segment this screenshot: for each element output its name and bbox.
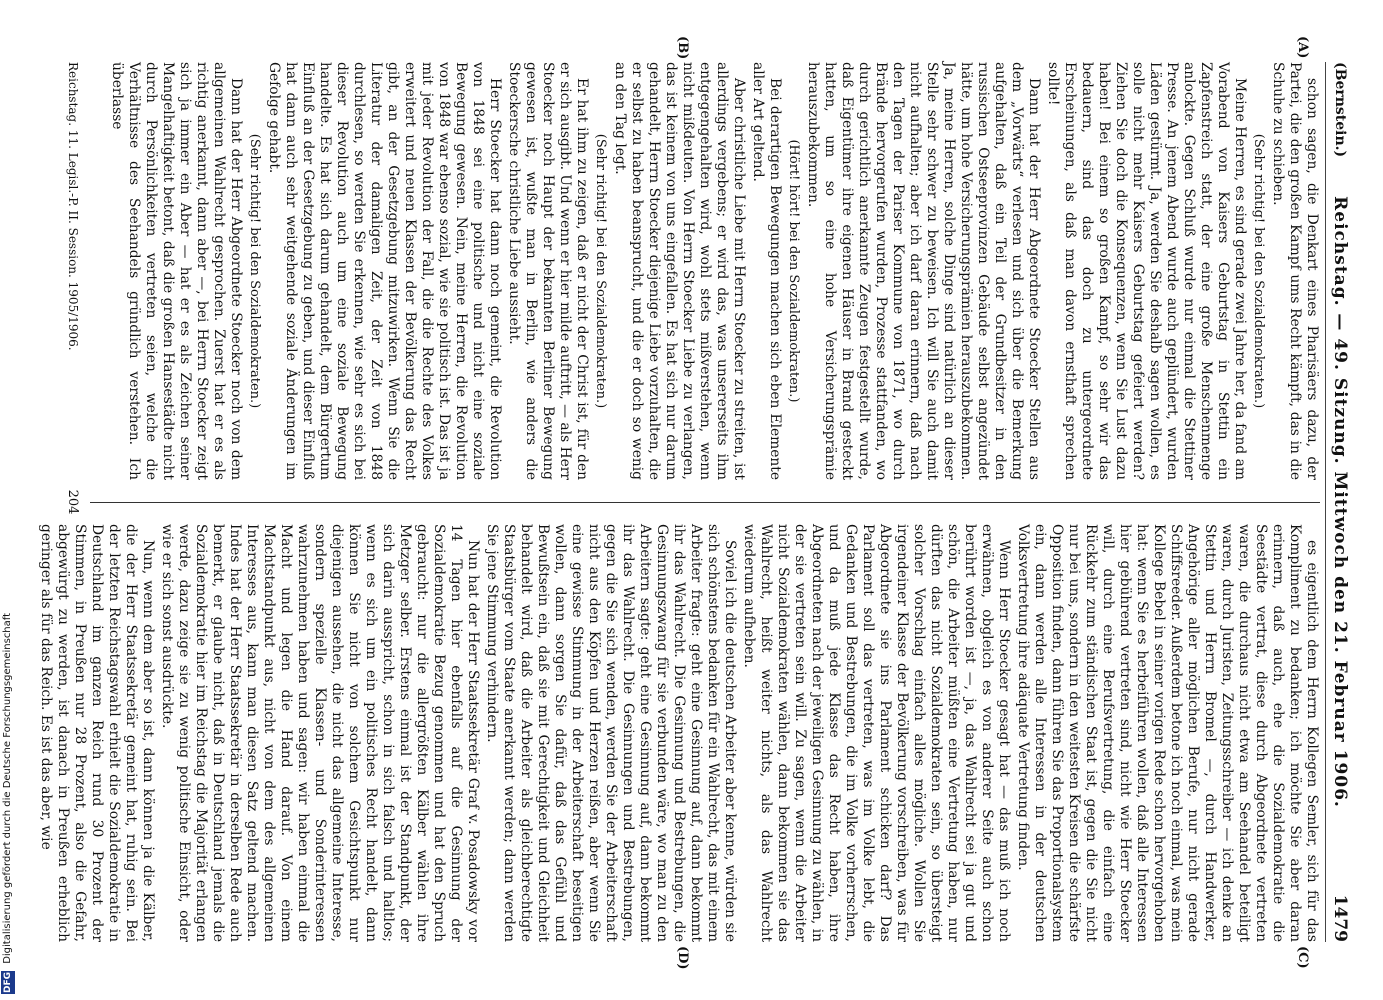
speaker-name: (Bernstein.): [1332, 62, 1348, 158]
paragraph: Meine Herren, es sind gerade zwei Jahre her, da fand am Vorabend von Kaisers Geburtstag in Stettin ein Zapfenstreich statt, der eine große Menschenmenge anlockte. Gegen Schluß wurde nur einmal die Stettiner Presse. An jenem Abend wurde auch geplündert, wurden Läden gestürmt. Ja, werden Sie deshalb sagen wollen, es solle nicht mehr Kaisers Geburtstag gefeiert werden? Ziehen Sie doch die Konsequenzen, wenn Sie Lust dazu haben! Bei einem so großen Kampf, so sehr wir das bedauern, sind das doch zu untergeordnete Erscheinungen, als daß man davon ernsthaft sprechen sollte!: [1045, 62, 1248, 480]
paragraph: (Sehr richtig! bei den Sozialdemokraten.): [1251, 133, 1266, 409]
paragraph: Wenn Herr Stoecker gesagt hat — das muß ich noch erwähnen, obgleich es von anderer Seite auch schon berührt worden ist —, ja, das Wahlrecht sei ja gut und schön, die Arbeiter müßten eine Vertretung haben, nur dürften das nicht Sozialdemokraten sein, so übersteigt solcher Vorschlag einfach alles mögliche. Wollen Sie irgendeiner Klasse der Bevölkerung vorschreiben, was für Abgeordnete sie ins Parlament schicken darf? Das Parlament soll das vertreten, was im Volke lebt, die Gedanken und Bestrebungen, die im Volke vorherrschen, und da muß jede Klasse das Recht haben, ihre Abgeordneten nach der jeweiligen Gesinnung zu wählen, in der sie vertreten sein will. Zu sagen, wenn die Arbeiter nicht Sozialdemokraten wählen, dann bekommen sie das Wahlrecht, heißt weiter nichts, als das Wahlrecht wiederum aufheben.: [741, 524, 1012, 943]
paragraph: Dann hat der Herr Abgeordnete Stoecker noch von dem allgemeinen Wahlrecht gesprochen. Zuerst hat er es als richtig anerkannt, dann aber —, bei Herrn Stoecker zeigt sich ja immer ein Aber — hat er es als Zeichen seiner Mangelhaftigkeit betont, daß die großen Hansestädte nicht durch Persönlichkeiten vertreten seien, welche die Verhältnisse des Seehandels gründlich verstehen. Ich überlasse: [109, 62, 244, 480]
right-text-column: [38, 524, 1320, 943]
paragraph: (Sehr richtig! bei den Sozialdemokraten.): [593, 133, 608, 409]
digitization-sidebar: [0, 0, 14, 1000]
scanned-page-area: [38, 36, 1350, 970]
margin-marker-c: (C): [1295, 946, 1310, 969]
paragraph: Er hat ihm zu zeigen, daß er nicht der Christ ist, für den er sich ausgibt. Und wenn er hier milde auftritt, — als Herr Stoecker noch Haupt der bekannten Berliner Bewegung gewesen ist, wußte man in Berlin, wie anders die Stoeckersche christliche Liebe aussieht.: [506, 62, 590, 480]
footer-citation: Reichstag. 11. Legisl.-P. II. Session. 1905/1906.: [66, 62, 80, 351]
paragraph: Herr Stoecker hat dann noch gemeint, die Revolution von 1848 sei eine politische und nicht eine soziale Bewegung gewesen. Nein, meine Herren, die Revolution von 1848 war ebenso sozial, wie sie politisch ist. Das ist ja mit jeder Revolution der Fall, die die Rechte des Volkes erweitert und neuen Klassen der Bevölkerung das Recht gibt, an der Gesetzgebung mitzuwirken. Wenn Sie die Literatur der damaligen Zeit, der Zeit von 1848 durchlesen, so werden Sie erkennen, wie sehr es sich bei dieser Revolution auch um eine soziale Bewegung handelte. Es hat sich darum gehandelt, dem Bürgertum Einfluß an der Gesetzgebung zu geben, und dieser Einfluß hat dann auch sehr weitgehende soziale Änderungen im Gefolge gehabt.: [266, 62, 503, 480]
paragraph: Nun, wenn dem aber so ist, dann können ja die Kälber, die der Herr Staatssekretär gemeint hat, ruhig sein. Bei der letzten Reichstagswahl erhielt die Sozialdemokratie in Deutschland im ganzen Reich rund 30 Prozent der Stimmen, in Preußen nur 28 Prozent, also die Gefahr, abgewürgt zu werden, ist danach in Preußen erheblich geringer als für das Reich. Es ist das aber, wie: [38, 524, 156, 942]
left-text-column: [80, 62, 1320, 480]
page-number: 1479: [1330, 894, 1350, 942]
session-title: Reichstag. — 49. Sitzung. Mittwoch den 21. Februar 1906.: [1330, 196, 1350, 808]
margin-marker-d: (D): [675, 946, 690, 970]
paragraph: es eigentlich dem Herrn Kollegen Semler, sich für das Kompliment zu bedanken; ich möchte Sie aber daran erinnern, daß auch, ehe die Sozialdemokratie die Seestädte vertrat, diese durch Abgeordnete vertreten waren, die durchaus nicht etwa am Seehandel beteiligt waren, durch Juristen, Zeitungsschreiber — ich denke an Stettin und Herrn Bromel —, durch Handwerker, Angehörige aller möglichen Berufe, nur nicht gerade Schiffsreeder. Außerdem betone ich noch einmal, was mein Kollege Bebel in seiner vorigen Rede schon hervorgehoben hat: wenn Sie es herbeiführen wollen, daß alle Interessen hier gebührend vertreten sind, nicht wie Herr Stoecker will, durch eine Berufsvertretung, die einfach eine Rückkehr zum ständischen Staat ist, gegen die Sie nicht nur bei uns, sondern in den weitesten Kreisen die schärfste Opposition finden, dann führen Sie das Proportionalsystem ein, dann werden alle Interessen in der deutschen Volksvertretung ihre adäquate Vertretung finden.: [1015, 524, 1320, 942]
paragraph: Dann hat der Herr Abgeordnete Stoecker Stellen aus dem „Vorwärts“ verlesen und sich über die Bemerkung aufgehalten, daß ein Teil der Grundbesitzer in den russischen Ostseeprovinzen Gebäude selbst angezündet hätte, um hohe Versicherungsprämien herauszubekommen. Ja, meine Herren, solche Dinge sind natürlich an dieser Stelle sehr schwer zu beweisen. Ich will Sie auch damit nicht aufhalten; aber ich darf daran erinnern, daß nach den Tagen der Pariser Kommune von 1871, wo durch Brände hervorgerufen wurden, Prozesse stattfanden, wo durch gerichtlich anerkannte Zeugen festgestellt wurde, daß Eigentümer ihre eigenen Häuser in Brand gesteckt hatten, um so eine hohe Versicherungsprämie herauszubekommen.: [805, 62, 1042, 480]
footer-page-number: 204: [65, 489, 80, 515]
paragraph: Soviel ich die deutschen Arbeiter aber kenne, würden sie sich schönstens bedanken für ein Wahlrecht, das mit einem Arbeiter fragte: geht eine Gesinnung auf, dann bekommt ihr das Wahlrecht. Die Gesinnung und Bestrebungen, die Gesinnungszwang für sie verbunden wäre, wo man zu den Arbeitern sagte: geht eine Gesinnung auf, dann bekommt ihr das Wahlrecht. Die Gesinnungen und Bestrebungen, gegen die Sie sich wenden, werden Sie der Arbeiterschaft nicht aus den Köpfen und Herzen reißen, aber wenn Sie eine gewisse Stimmung in der Arbeiterschaft beseitigen wollen, dann sorgen Sie dafür, daß das Gefühl und Bewußtsein ein, daß sie mit Gerechtigkeit und Gleichheit behandelt wird, daß die Arbeiter als gleichberechtigte Staatsbürger vom Staate anerkannt werden; dann werden Sie jene Stimmung verhindern.: [484, 524, 738, 943]
scanned-page: [38, 36, 1350, 970]
credit-text: Digitalisierung gefördert durch die Deutsche Forschungsgemeinschaft: [2, 612, 13, 964]
paragraph: (Sehr richtig! bei den Sozialdemokraten.): [247, 133, 262, 409]
dfg-logo: DFG: [3, 971, 13, 993]
page-header: [1328, 62, 1350, 942]
margin-marker-a: (A): [1295, 36, 1310, 59]
digitization-credit: [1, 4, 13, 994]
margin-marker-b: (B): [675, 36, 690, 60]
paragraph: (Hört! hört! bei den Sozialdemokraten.): [786, 139, 801, 403]
paragraph: Nun hat der Herr Staatssekretär Graf v. Posadowsky vor 14 Tagen hier ebenfalls auf die Gesinnung der Sozialdemokratie Bezug genommen und hat den Spruch gebraucht: nur die allergrößten Kälber wählen ihre Metzger selber. Erstens einmal ist der Standpunkt, der sich darin ausspricht, schon in sich falsch und haltlos; wenn es sich um ein politisches Recht handelt, dann können Sie nicht von solchem Gesichtspunkt nur diejenigen aussehen, die nicht das allgemeine Interesse, sondern spezielle Klassen- und Sonderinteressen wahrzunehmen haben und sagen: wir haben einmal die Macht und legen die Hand darauf. Von einem Machtstandpunkt aus, nicht von dem des allgemeinen Interesses aus, kann man diesen Satz geltend machen. Indes hat der Herr Staatssekretär in derselben Rede auch bemerkt, er glaube nicht, daß in Deutschland jemals die Sozialdemokratie hier im Reichstag die Majorität erlangen werde, dazu zeige sie zu wenig politische Einsicht, oder wie er sich sonst ausdrückte.: [159, 524, 481, 942]
paragraph: Bei derartigen Bewegungen machen sich eben Elemente aller Art geltend.: [750, 62, 783, 480]
paragraph: schon sagen, die Denkart eines Pharisäers dazu, der Partei, die den großen Kampf ums Recht kämpft, das in die Schuhe zu schieben.: [1270, 62, 1320, 480]
header-rule: [1325, 62, 1326, 942]
paragraph: Aber christliche Liebe mit Herrn Stoecker zu streiten, ist allerdings vergebens; er wird das, was unsererseits ihm entgegengehalten wird, wohl stets mißverstehen, wenn nicht mißdeuten. Von Herrn Stoecker Liebe zu verlangen, das ist keinem von uns eingefallen. Es hat sich nur darum gehandelt, Herrn Stoecker diejenige Liebe vorzuhalten, die er selbst zu haben beansprucht, und die er doch so wenig an den Tag legt.: [612, 62, 747, 480]
page-footer: [60, 62, 80, 942]
column-divider: [90, 502, 1320, 503]
